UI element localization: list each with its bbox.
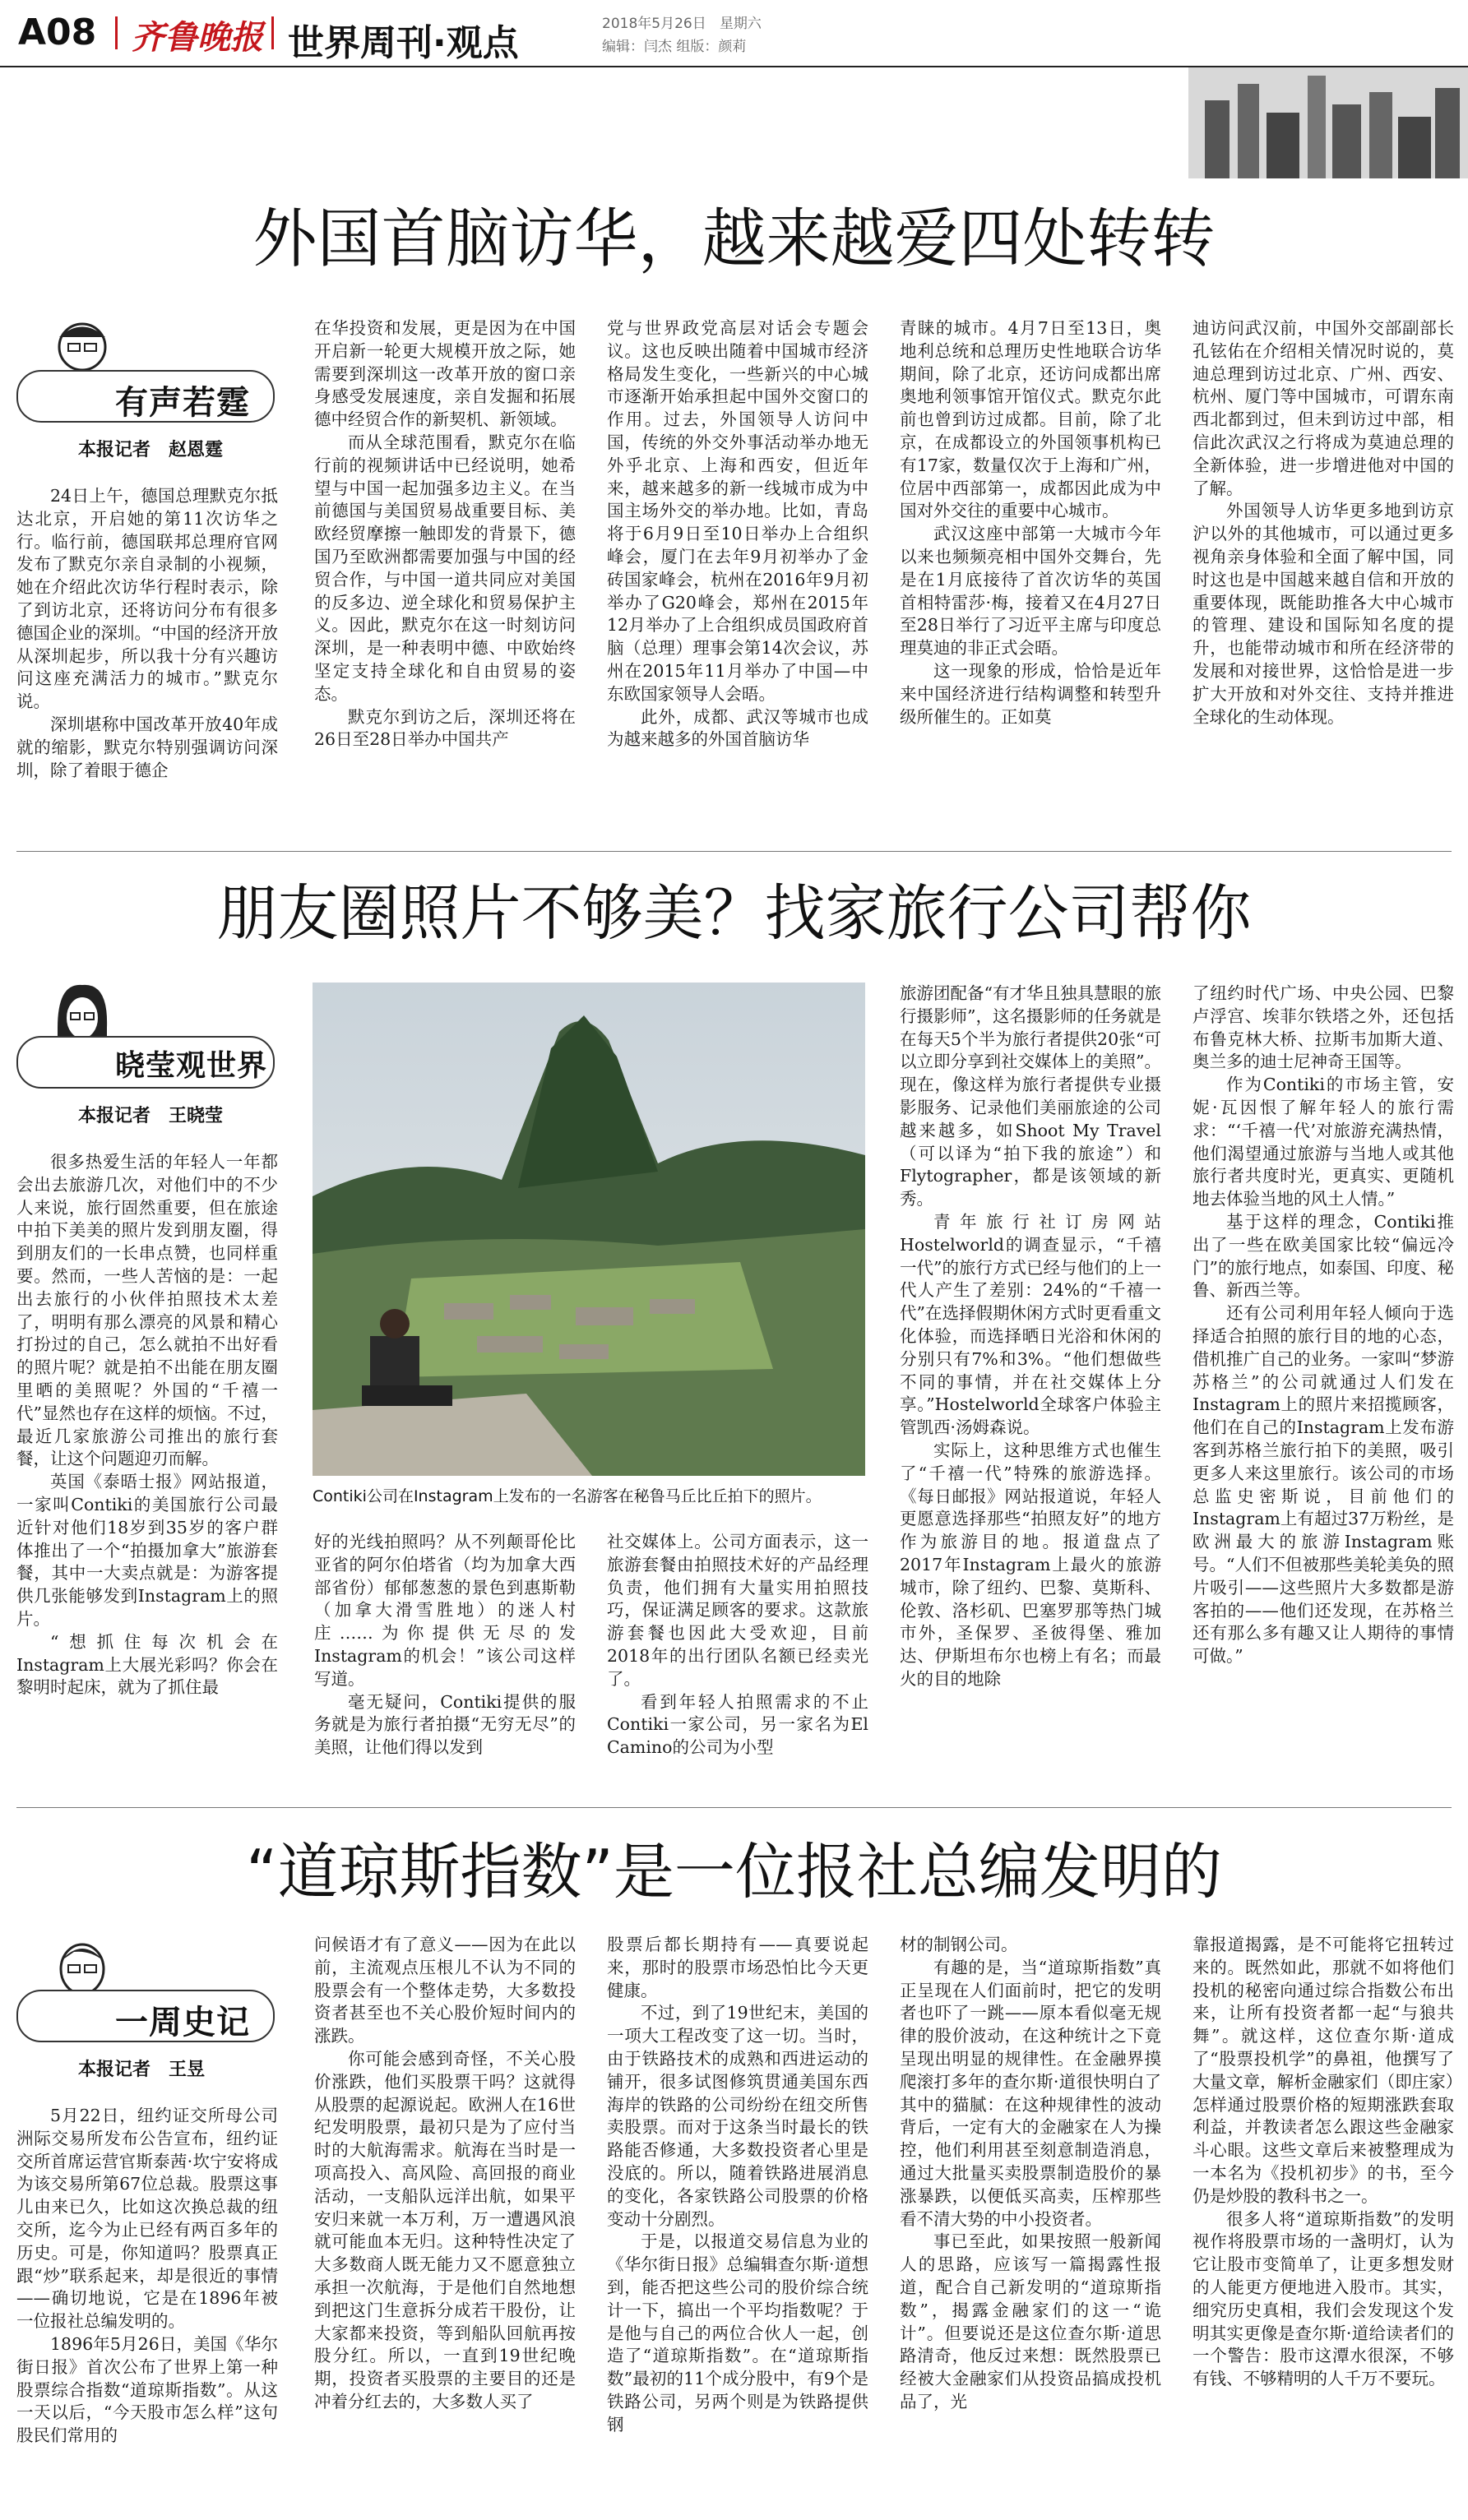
paragraph: 看到年轻人拍照需求的不止Contiki一家公司，另一家名为El Camino的公司为小型 [607, 1691, 868, 1758]
paragraph: 很多人将“道琼斯指数”的发明视作将股票市场的一盏明灯，认为它让股市变简单了，让更多想发财的人能更方便地进入股市。其实，细究历史真相，我们会发现这个发明其实更像是查尔斯·道给读者们的一个警告：股市这潭水很深，不够有钱、不够精明的人千万不要玩。 [1192, 2208, 1454, 2389]
paragraph: 问候语才有了意义——因为在此以前，主流观点压根儿不认为不同的股票会有一个整体走势，大多数投资者甚至也不关心股价短时间内的涨跌。 [314, 1935, 576, 2046]
article-3-column-3 [607, 1934, 868, 2437]
column-name: 一周史记 [115, 2004, 250, 2041]
headline-article-1: 外国首脑访华，越来越爱四处转转 [252, 202, 1216, 276]
paragraph: 迪访问武汉前，中国外交部副部长孔铉佑在介绍相关情况时说的，莫迪总理到访过北京、广州、西安、杭州、厦门等中国城市，可谓东南西北都到过，但未到访过中部，相信此次武汉之行将成为莫迪总理的全新体验，进一步增进他对中国的了解。 [1192, 318, 1454, 498]
paragraph: 旅游团配备“有才华且独具慧眼的旅行摄影师”，这名摄影师的任务就是在每天5个半为旅行者提供20张“可以立即分享到社交媒体上的美照”。现在，像这样为旅行者提供专业摄影服务、记录他们美丽旅途的公司越来越多，如Shoot My Travel（可以译为“拍下我的旅途”）和Flytographer，都是该领域的新秀。 [900, 983, 1161, 1209]
issue-date: 2018年5月26日 星期六 [602, 16, 762, 32]
paragraph: “想抓住每次机会在Instagram上大展光彩吗？你会在黎明时起床，就为了抓住最 [16, 1631, 278, 1698]
paragraph: 而从全球范围看，默克尔在临行前的视频讲话中已经说明，她希望与中国一起加强多边主义。在当前德国与美国贸易战重要目标、美欧经贸摩擦一触即发的背景下，德国乃至欧洲都需要加强与中国的经贸合作，与中国一道共同应对美国的反多边、逆全球化和贸易保护主义。因此，默克尔在这一时刻访问深圳，是一种表明中德、中欧始终坚定支持全球化和自由贸易的姿态。 [314, 432, 576, 704]
paragraph: 股票后都长期持有——真要说起来，那时的股票市场恐怕比今天更健康。 [607, 1935, 868, 2000]
paragraph: 基于这样的理念，Contiki推出了一些在欧美国家比较“偏远冷门”的旅行地点，如泰国、印度、秘鲁、新西兰等。 [1192, 1211, 1454, 1301]
section-divider [16, 851, 1452, 852]
paragraph: 1896年5月26日，美国《华尔街日报》首次公布了世界上第一种股票综合指数“道琼斯指数”。从这一天以后，“今天股市怎么样”这句股民们常用的 [16, 2333, 278, 2446]
article-1-column-1 [16, 485, 278, 782]
paragraph: 有趣的是，当“道琼斯指数”真正呈现在人们面前时，把它的发明者也吓了一跳——原本看似毫无规律的股价波动，在这种统计之下竟呈现出明显的规律性。在金融界摸爬滚打多年的查尔斯·道很快明白了其中的猫腻：在这种规律性的波动背后，一定有大的金融家在人为操控，他们利用甚至刻意制造消息，通过大批量买卖股票制造股价的暴涨暴跌，以便低买高卖，压榨那些看不清大势的中小投资者。 [900, 1957, 1161, 2229]
headline-article-3: “道琼斯指数”是一位报社总编发明的 [246, 1837, 1222, 1907]
section-divider [16, 1807, 1452, 1808]
paragraph: 不过，到了19世纪末，美国的一项大工程改变了这一切。当时，由于铁路技术的成熟和西进运动的铺开，很多试图修筑贯通美国东西海岸的铁路的公司纷纷在纽交所售卖股票。而对于这条当时最长的铁路能否修通，大多数投资者心里是没底的。所以，随着铁路进展消息的变化，各家铁路公司股票的价格变动十分剧烈。 [607, 2003, 868, 2229]
article-2-column-1 [16, 1151, 278, 1699]
paragraph: 很多热爱生活的年轻人一年都会出去旅游几次，对他们中的不少人来说，旅行固然重要，但在旅途中拍下美美的照片发到朋友圈，得到朋友们的一长串点赞，也同样重要。然而，一些人苦恼的是：一起出去旅行的小伙伴拍照技术太差了，明明有那么漂亮的风景和精心打扮过的自己，怎么就拍不出好看的照片呢？就是拍不出能在朋友圈里晒的美照呢？外国的“千禧一代”显然也存在这样的烦恼。不过，最近几家旅游公司推出的旅行套餐，让这个问题迎刃而解。 [16, 1152, 278, 1469]
paragraph: 武汉这座中部第一大城市今年以来也频频亮相中国外交舞台，先是在1月底接待了首次访华的英国首相特雷莎·梅，接着又在4月27日至28日举行了习近平主席与印度总理莫迪的非正式会晤。 [900, 524, 1161, 659]
paragraph: 党与世界政党高层对话会专题会议。这也反映出随着中国城市经济格局发生变化，一些新兴的中心城市逐渐开始承担起中国外交窗口的作用。过去，外国领导人访问中国，传统的外交外事活动举办地无外乎北京、上海和西安，但近年来，越来越多的新一线城市成为中国主场外交的举办地。比如，青岛将于6月9日至10日举办上合组织峰会，厦门在去年9月初举办了金砖国家峰会，杭州在2016年9月初举办了G20峰会，郑州在2015年12月举办了上合组织成员国政府首脑（总理）理事会第14次会议，苏州在2015年11月举办了中国—中东欧国家领导人会晤。 [607, 318, 868, 704]
paragraph: 此外，成都、武汉等城市也成为越来越多的外国首脑访华 [607, 706, 868, 750]
masthead-divider [115, 16, 118, 49]
column-name: 晓莹观世界 [115, 1049, 268, 1083]
paragraph: 作为Contiki的市场主管，安妮·瓦因恨了解年轻人的旅行需求：“‘千禧一代’对旅游充满热情，他们渴望通过旅游与当地人或其他旅行者共度时光，更真实、更随机地去体验当地的风土人情。” [1192, 1075, 1454, 1209]
paragraph: 于是，以报道交易信息为业的《华尔街日报》总编辑查尔斯·道想到，能否把这些公司的股价综合统计一下，搞出一个平均指数呢？于是他与自己的两位合伙人一起，创造了“道琼斯指数”。在“道琼斯指数”最初的11个成分股中，有9个是铁路公司，另两个则是为铁路提供钢 [607, 2231, 868, 2434]
paper-logo: 齐鲁晚报 [132, 18, 263, 57]
article-2-column-5 [1192, 983, 1454, 1668]
photo-caption: Contiki公司在Instagram上发布的一名游客在秘鲁马丘比丘拍下的照片。 [313, 1487, 822, 1505]
article-3-column-2 [314, 1934, 576, 2414]
article-2-column-3 [607, 1531, 868, 1759]
byline: 本报记者 王昱 [78, 2060, 206, 2080]
article-1-column-2 [314, 317, 576, 751]
paragraph: 材的制钢公司。 [900, 1935, 1018, 1954]
article-3-column-1 [16, 2105, 278, 2448]
article-1-column-4 [900, 317, 1161, 728]
section-title: 世界周刊·观点 [288, 22, 519, 64]
article-2-column-2 [314, 1531, 576, 1759]
paragraph: 靠报道揭露，是不可能将它扭转过来的。既然如此，那就不如将他们投机的秘密向通过综合指数公布出来，让所有投资者都一起“与狼共舞”。就这样，这位查尔斯·道成了“股票投机学”的鼻祖，他撰写了大量文章，解析金融家们（即庄家）怎样通过股票价格的短期涨跌套取利益，并教读者怎么跟这些金融家斗心眼。这些文章后来被整理成为一本名为《投机初步》的书，至今仍是炒股的教科书之一。 [1192, 1935, 1454, 2206]
paragraph: 了纽约时代广场、中央公园、巴黎卢浮宫、埃菲尔铁塔之外，还包括布鲁克林大桥、拉斯韦加斯大道、奥兰多的迪士尼神奇王国等。 [1192, 983, 1454, 1072]
paragraph: 外国领导人访华更多地到访京沪以外的其他城市，可以通过更多视角亲身体验和全面了解中国，同时这也是中国越来越自信和开放的重要体现，既能助推各大中心城市的管理、建设和国际知名度的提升，也能带动城市和所在经济带的发展和对接世界，这恰恰是进一步扩大开放和对外交往、支持并推进全球化的生动体现。 [1192, 501, 1454, 727]
columnist-badge-3 [16, 1932, 280, 2097]
paragraph: 还有公司利用年轻人倾向于选择适合拍照的旅行目的地的心态，借机推广自己的业务。一家叫“梦游苏格兰”的公司就通过人们发在Instagram上的照片来招揽顾客，他们在自己的Instagram上发布游客到苏格兰旅行拍下的美照，吸引更多人来这里旅行。该公司的市场总监史密斯说，目前他们的Instagram上有超过37万粉丝，是欧洲最大的旅游Instagram账号。“人们不但被那些美轮美奂的照片吸引——这些照片大多数都是游客拍的——他们还发现，在苏格兰还有那么多有趣又让人期待的事情可做。” [1192, 1303, 1454, 1667]
paragraph: 毫无疑问，Contiki提供的服务就是为旅行者拍摄“无穷无尽”的美照，让他们得以发到 [314, 1691, 576, 1758]
masthead [0, 0, 1468, 67]
masthead-divider [271, 16, 274, 49]
headline-article-2: 朋友圈照片不够美？找家旅行公司帮你 [216, 878, 1252, 949]
paragraph: 5月22日，纽约证交所母公司洲际交易所发布公告宣布，纽约证交所首席运营官斯泰茜·坎宁安将成为该交易所第67位总裁。股票这事儿由来已久，比如这次换总裁的纽交所，迄今为止已经有两百多年的历史。可是，你知道吗？股票真正跟“炒”联系起来，却是很近的事情——确切地说，它是在1896年被一位报社总编发明的。 [16, 2106, 278, 2332]
byline: 本报记者 王晓莹 [78, 1106, 224, 1126]
machu-picchu-photo [313, 983, 865, 1476]
article-2-column-4 [900, 983, 1161, 1691]
columnist-badge-1 [16, 312, 280, 477]
paragraph: 在华投资和发展，更是因为在中国开启新一轮更大规模开放之际，她需要到深圳这一改革开放的窗口亲身感受发展速度，亲自发掘和拓展德中经贸合作的新契机、新领域。 [314, 318, 576, 430]
article-1-column-5 [1192, 317, 1454, 728]
paragraph: 这一现象的形成，恰恰是近年来中国经济进行结构调整和转型升级所催生的。正如莫 [900, 660, 1161, 727]
column-name: 有声若霆 [115, 384, 250, 422]
page-number: A08 [18, 12, 97, 53]
paragraph: 实际上，这种思维方式也催生了“千禧一代”特殊的旅游选择。《每日邮报》网站报道说，年轻人更愿意选择那些“拍照友好”的地方作为旅游目的地。报道盘点了2017年Instagram上最火的旅游城市，除了纽约、巴黎、莫斯科、伦敦、洛杉矶、巴塞罗那等热门城市外，圣保罗、圣彼得堡、雅加达、伊斯坦布尔也榜上有名；而最火的目的地除 [900, 1440, 1161, 1689]
paragraph: 好的光线拍照吗？从不列颠哥伦比亚省的阿尔伯塔省（均为加拿大西部省份）郁郁葱葱的景色到惠斯勒（加拿大滑雪胜地）的迷人村庄……为你提供无尽的发Instagram的机会！”该公司这样写道。 [314, 1532, 576, 1689]
article-1-column-3 [607, 317, 868, 751]
byline: 本报记者 赵恩霆 [78, 440, 224, 460]
paragraph: 社交媒体上。公司方面表示，这一旅游套餐由拍照技术好的产品经理负责，他们拥有大量实用拍照技巧，保证满足顾客的要求。这款旅游套餐也因此大受欢迎，目前2018年的出行团队名额已经卖光了。 [607, 1532, 868, 1689]
article-3-column-5 [1192, 1934, 1454, 2391]
paragraph: 24日上午，德国总理默克尔抵达北京，开启她的第11次访华之行。临行前，德国联邦总理府官网发布了默克尔亲自录制的小视频，她在介绍此次访华行程时表示，除了到访北京，还将访问分布有很多德国企业的深圳。“中国的经济开放从深圳起步，所以我十分有兴趣访问这座充满活力的城市。”默克尔说。 [16, 486, 278, 712]
paragraph: 你可能会感到奇怪，不关心股价涨跌，他们买股票干吗？这就得从股票的起源说起。欧洲人在16世纪发明股票，最初只是为了应付当时的大航海需求。航海在当时是一项高投入、高风险、高回报的商业活动，一支船队远洋出航，如果平安归来就一本万利，万一遭遇风浪就可能血本无归。这种特性决定了大多数商人既无能力又不愿意独立承担一次航海，于是他们自然地想到把这门生意拆分成若干股份，让大家都来投资，等到船队回航再按股分红。所以，一直到19世纪晚期，投资者买股票的主要目的还是冲着分红去的，大多数人买了 [314, 2048, 576, 2411]
article-3-column-4 [900, 1934, 1161, 2414]
paragraph: 事已至此，如果按照一般新闻人的思路，应该写一篇揭露性报道，配合自己新发明的“道琼斯指数”，揭露金融家们的这一“诡计”。但要说还是这位查尔斯·道思路清奇，他反过来想：既然股票已经被大金融家们从投资品搞成投机品了，光 [900, 2231, 1161, 2411]
paragraph: 深圳堪称中国改革开放40年成就的缩影，默克尔特别强调访问深圳，除了着眼于德企 [16, 714, 278, 780]
editor-credits: 编辑：闫杰 组版：颜莉 [602, 39, 747, 55]
paragraph: 默克尔到访之后，深圳还将在26日至28日举办中国共产 [314, 706, 576, 750]
paragraph: 青睐的城市。4月7日至13日，奥地利总统和总理历史性地联合访华期间，除了北京，还访问成都出席奥地利领事馆开馆仪式。默克尔此前也曾到访过成都。目前，除了北京，在成都设立的外国领事机构已有17家，数量仅次于上海和广州，位居中西部第一，成都因此成为中国对外交往的重要中心城市。 [900, 318, 1161, 521]
paragraph: 英国《泰晤士报》网站报道，一家叫Contiki的美国旅行公司最近针对他们18岁到35岁的客户群体推出了一个“拍摄加拿大”旅游套餐，其中一大卖点就是：为游客提供几张能够发到Instagram上的照片。 [16, 1472, 278, 1629]
columnist-badge-2 [16, 978, 280, 1143]
paragraph: 青年旅行社订房网站Hostelworld的调查显示，“千禧一代”的旅行方式已经与他们的上一代人产生了差别：24%的“千禧一代”在选择假期休闲方式时更看重文化体验，而选择晒日光浴和休闲的分别只有7%和3%。“他们想做些不同的事情，并在社交媒体上分享。”Hostelworld全球客户体验主管凯西·汤姆森说。 [900, 1211, 1161, 1438]
skyline-photo [1188, 67, 1468, 178]
